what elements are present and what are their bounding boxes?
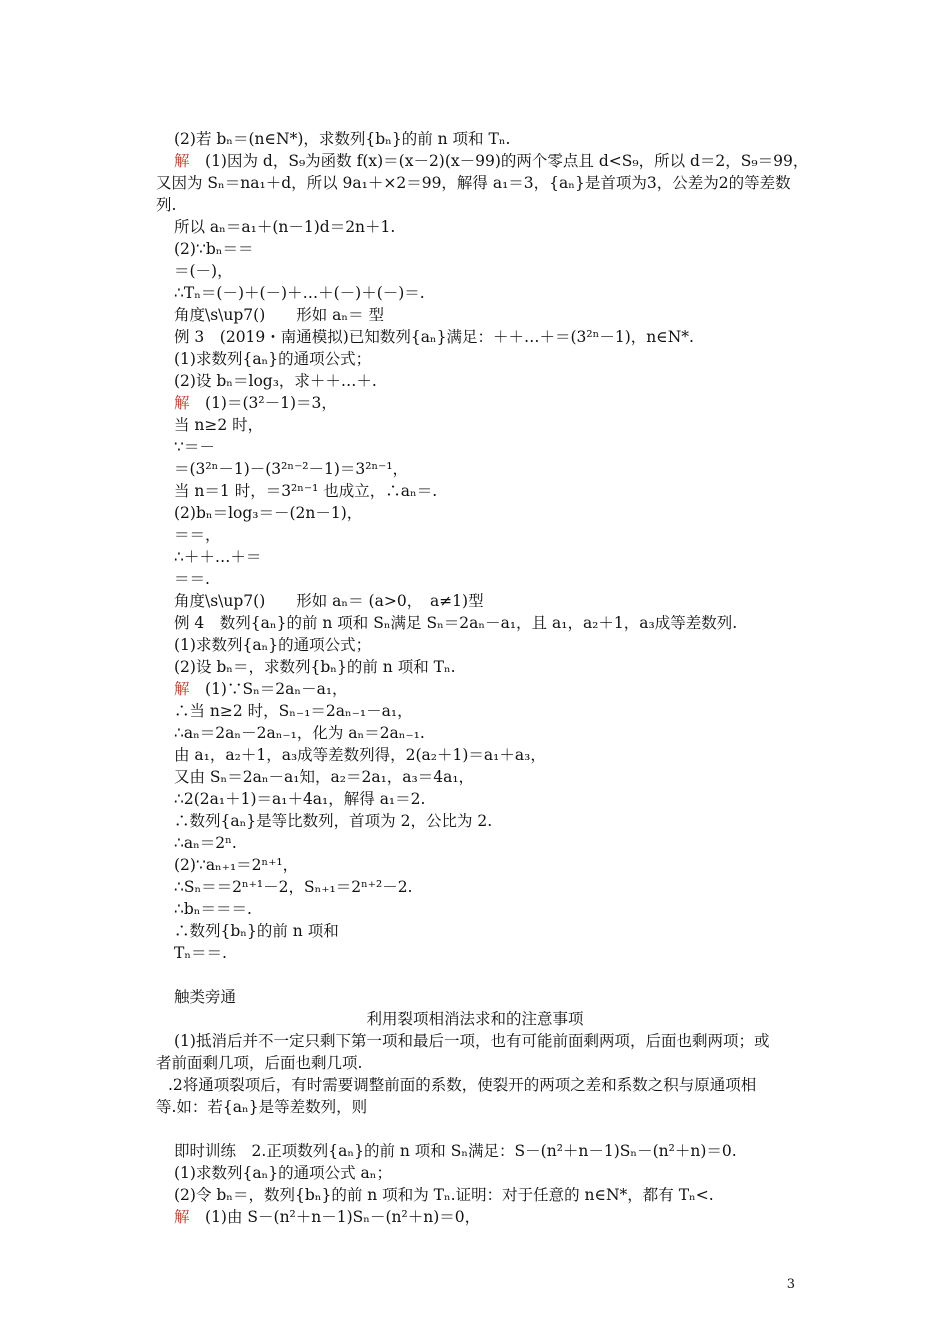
line-text: ∴Tₙ＝(－)＋(－)＋…＋(－)＋(－)＝. [174, 284, 425, 302]
text-line [174, 766, 474, 788]
text-line [174, 128, 510, 150]
line-text: 者前面剩几项，后面也剩几项. [156, 1054, 363, 1072]
line-text: (2)设 bₙ＝log₃，求＋＋…＋. [174, 372, 377, 390]
line-text: 例 4 数列{aₙ}的前 n 项和 Sₙ满足 Sₙ＝2aₙ－a₁，且 a₁，a₂＋1，a₃成等差数列. [174, 614, 738, 632]
text-line [174, 502, 362, 524]
solution-marker: 解 [174, 680, 190, 698]
line-text: ∴数列{aₙ}是等比数列，首项为 2，公比为 2. [174, 812, 493, 830]
text-line [174, 370, 377, 392]
text-line [174, 568, 210, 590]
line-text: 角度\s\up7() 形如 aₙ＝ (a>0， a≠1)型 [174, 592, 484, 610]
line-text: ∵＝－ [174, 438, 215, 456]
line-text: (1)求数列{aₙ}的通项公式 aₙ； [174, 1164, 392, 1182]
line-text: (1)抵消后并不一定只剩下第一项和最后一项，也有可能前面剩两项，后面也剩两项；或 [174, 1032, 770, 1050]
line-text: (1)＝(3²－1)＝3， [189, 394, 337, 412]
text-line [174, 656, 456, 678]
line-text: (2)设 bₙ＝，求数列{bₙ}的前 n 项和 Tₙ. [174, 658, 456, 676]
text-line [174, 524, 221, 546]
line-text: (2)∵bₙ＝＝ [174, 240, 254, 258]
text-line [174, 722, 425, 744]
line-text: 即时训练 2.正项数列{aₙ}的前 n 项和 Sₙ满足：S－(n²＋n－1)Sₙ－(n²＋n)＝0. [174, 1142, 737, 1160]
line-text: 列. [156, 196, 177, 214]
text-line [174, 1184, 714, 1206]
line-text: 又由 Sₙ＝2aₙ－a₁知，a₂＝2a₁，a₃＝4a₁， [174, 768, 475, 786]
line-text: (1)求数列{aₙ}的通项公式； [174, 350, 372, 368]
text-line [174, 832, 237, 854]
text-line [174, 150, 808, 172]
line-text: (2)令 bₙ＝，数列{bₙ}的前 n 项和为 Tₙ.证明：对于任意的 n∈N*，都有 Tₙ<. [174, 1186, 714, 1204]
line-text: ∴2(2a₁＋1)＝a₁＋4a₁，解得 a₁＝2. [174, 790, 426, 808]
text-line [156, 1096, 367, 1118]
text-line [174, 260, 233, 282]
line-text: 由 a₁，a₂＋1，a₃成等差数列得，2(a₂＋1)＝a₁＋a₃， [174, 746, 546, 764]
line-text: ＝＝， [174, 526, 221, 544]
text-line [174, 942, 227, 964]
text-line [174, 216, 395, 238]
text-line [174, 854, 298, 876]
line-text: 角度\s\up7() 形如 aₙ＝ 型 [174, 306, 385, 324]
text-line [174, 612, 737, 634]
text-line [174, 282, 425, 304]
line-text: 当 n＝1 时，＝3²ⁿ⁻¹ 也成立，∴aₙ＝. [174, 482, 438, 500]
solution-marker: 解 [174, 152, 190, 170]
line-text: ＝(－)， [174, 262, 233, 280]
line-text: .2将通项裂项后，有时需要调整前面的系数，使裂开的两项之差和系数之积与原通项相 [168, 1076, 757, 1094]
line-text: (1)由 S－(n²＋n－1)Sₙ－(n²＋n)＝0， [189, 1208, 481, 1226]
text-line [174, 810, 492, 832]
text-line [174, 678, 348, 700]
solution-marker: 解 [174, 1208, 190, 1226]
line-text: (1)∵Sₙ＝2aₙ－a₁， [189, 680, 348, 698]
text-line [174, 898, 252, 920]
text-line [174, 876, 412, 898]
line-text: (1)因为 d，S₉为函数 f(x)＝(x－2)(x－99)的两个零点且 d<S₉，所以 d＝2，S₉＝99， [189, 152, 809, 170]
text-line [174, 1030, 769, 1052]
text-line [174, 238, 253, 260]
text-line [156, 1052, 362, 1074]
text-line [174, 634, 371, 656]
line-text: ∴＋＋…＋＝ [174, 548, 262, 566]
text-line [156, 194, 176, 216]
text-line [174, 458, 408, 480]
line-text: (2)∵aₙ₊₁＝2ⁿ⁺¹， [174, 856, 299, 874]
line-text: (2)bₙ＝log₃＝－(2n－1)， [174, 504, 363, 522]
text-line [174, 590, 484, 612]
line-text: (2)若 bₙ＝(n∈N*)，求数列{bₙ}的前 n 项和 Tₙ. [174, 130, 511, 148]
text-line [174, 414, 263, 436]
text-line [174, 348, 371, 370]
text-line [174, 700, 413, 722]
text-line [174, 1140, 737, 1162]
text-line [174, 788, 425, 810]
line-text: ＝(3²ⁿ－1)－(3²ⁿ⁻²－1)＝3²ⁿ⁻¹， [174, 460, 409, 478]
text-line [174, 1206, 480, 1228]
page-number: 3 [786, 1277, 795, 1292]
solution-marker: 解 [174, 394, 190, 412]
line-text: ∴aₙ＝2aₙ－2aₙ₋₁，化为 aₙ＝2aₙ₋₁. [174, 724, 425, 742]
text-line [174, 304, 384, 326]
text-line [174, 986, 236, 1008]
text-line [174, 392, 337, 414]
line-text: 当 n≥2 时， [174, 416, 264, 434]
text-line [168, 1074, 756, 1096]
line-text: (1)求数列{aₙ}的通项公式； [174, 636, 372, 654]
text-line [174, 480, 437, 502]
line-text: 又因为 Sₙ＝na₁＋d，所以 9a₁＋×2＝99，解得 a₁＝3，{aₙ}是首项为3，公差为2的等差数 [156, 174, 791, 192]
section-heading: 利用裂项相消法求和的注意事项 [366, 1010, 584, 1028]
text-line [174, 326, 694, 348]
text-line [156, 172, 791, 194]
line-text: 等.如：若{aₙ}是等差数列，则 [156, 1098, 368, 1116]
line-text: 所以 aₙ＝a₁＋(n－1)d＝2n＋1. [174, 218, 396, 236]
text-line [174, 546, 261, 568]
line-text: 触类旁通 [174, 988, 237, 1006]
text-line [174, 436, 215, 458]
text-line [174, 744, 546, 766]
line-text: 例 3 (2019・南通模拟)已知数列{aₙ}满足：＋＋…＋＝(3²ⁿ－1)，n∈N*. [174, 328, 694, 346]
line-text: ∴当 n≥2 时，Sₙ₋₁＝2aₙ₋₁－a₁， [174, 702, 413, 720]
line-text: ∴Sₙ＝＝2ⁿ⁺¹－2，Sₙ₊₁＝2ⁿ⁺²－2. [174, 878, 413, 896]
line-text: ∴数列{bₙ}的前 n 项和 [174, 922, 339, 940]
line-text: ∴bₙ＝＝＝. [174, 900, 252, 918]
text-line [174, 920, 339, 942]
line-text: ＝＝. [174, 570, 210, 588]
line-text: ∴aₙ＝2ⁿ. [174, 834, 237, 852]
text-line [174, 1162, 392, 1184]
line-text: Tₙ＝＝. [174, 944, 227, 962]
